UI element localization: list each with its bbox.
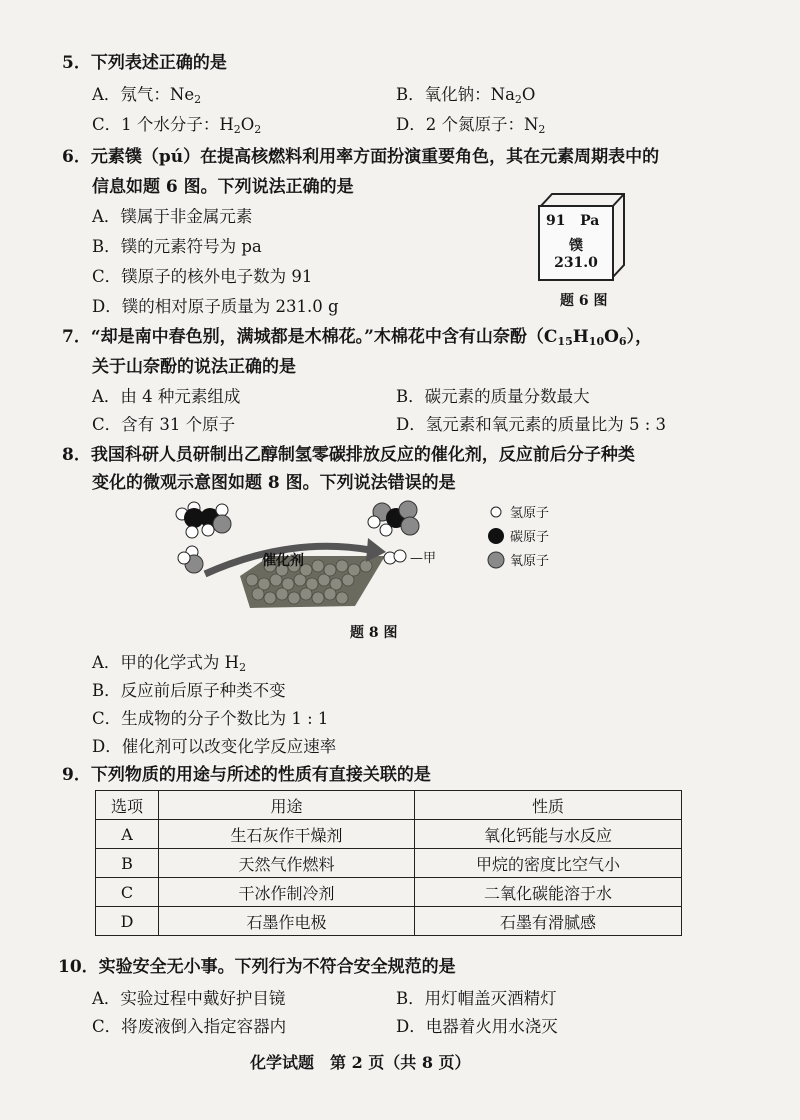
q7-stem-end: ）， [626, 327, 653, 347]
q5-b-text2: O [521, 85, 536, 104]
cell-option: B [96, 849, 159, 878]
catalyst-label: 催化剂 [262, 553, 304, 569]
q9-table [95, 790, 682, 936]
q7-option-c: C．含有 31 个原子 [92, 415, 236, 434]
ethanol-molecule [176, 502, 231, 538]
q6-stem-line2: 信息如题 6 图。下列说法正确的是 [92, 177, 354, 197]
legend-hydrogen: 氢原子 [510, 506, 550, 521]
header-use: 用途 [159, 791, 415, 820]
q6-stem-line1: 6．元素镤（pú）在提高核燃料利用率方面扮演重要角色，其在元素周期表中的 [62, 147, 660, 167]
q5-c-sub2: 2 [254, 123, 262, 136]
q10-option-d: D．电器着火用水浇灭 [396, 1017, 558, 1036]
jia-label: —甲 [410, 551, 437, 566]
element-symbol: Pa [580, 213, 600, 229]
q8-a-sub: 2 [239, 661, 247, 674]
element-name: 镤 [569, 238, 583, 254]
q5-d-sub: 2 [538, 123, 546, 136]
cell-property: 氧化钙能与水反应 [415, 820, 682, 849]
q5-b-text: B．氧化钠：Na [396, 85, 515, 104]
reaction-diagram [170, 496, 640, 626]
element-number-symbol [546, 213, 599, 229]
q7-option-a: A．由 4 种元素组成 [92, 387, 241, 406]
q6-option-b: B．镤的元素符号为 pa [92, 237, 262, 256]
cell-use: 干冰作制冷剂 [159, 878, 415, 907]
page-footer: 化学试题 第 2 页（共 8 页） [250, 1053, 471, 1072]
q8-option-c: C．生成物的分子个数比为 1 : 1 [92, 709, 329, 728]
q6-option-c: C．镤原子的核外电子数为 91 [92, 267, 313, 286]
cell-use: 石墨作电极 [159, 907, 415, 936]
q5-a-text: A．氖气：Ne [92, 85, 195, 104]
q8-option-a [92, 650, 246, 681]
q7-sub-h: 10 [588, 335, 605, 348]
q5-option-d [396, 112, 545, 143]
product-molecule [368, 501, 419, 536]
atom-legend [488, 506, 549, 569]
legend-carbon: 碳原子 [510, 530, 550, 545]
water-molecule [178, 546, 203, 573]
cell-property: 甲烷的密度比空气小 [415, 849, 682, 878]
header-property: 性质 [415, 791, 682, 820]
q8-option-d: D．催化剂可以改变化学反应速率 [92, 737, 337, 756]
q5-option-b [396, 82, 535, 113]
q5-option-a [92, 82, 201, 113]
q5-a-sub: 2 [194, 93, 202, 106]
q7-option-d: D．氢元素和氧元素的质量比为 5 : 3 [396, 415, 667, 434]
cell-use: 天然气作燃料 [159, 849, 415, 878]
q5-c-text: C．1 个水分子：H [92, 115, 234, 134]
cell-option: C [96, 878, 159, 907]
q9-stem: 9．下列物质的用途与所述的性质有直接关联的是 [62, 765, 431, 785]
product-jia-molecule [384, 550, 406, 564]
q7-sub-c: 15 [557, 335, 573, 348]
q10-stem: 10．实验安全无小事。下列行为不符合安全规范的是 [58, 957, 456, 977]
table-row [96, 820, 682, 849]
q10-option-a: A．实验过程中戴好护目镜 [92, 989, 286, 1008]
q6-option-a: A．镤属于非金属元素 [92, 207, 253, 226]
q7-stem-text: 7．“却是南中春色别，满城都是木棉花。”木棉花中含有山奈酚（C [62, 327, 558, 347]
periodic-element-card [538, 205, 614, 281]
q8-stem-line2: 变化的微观示意图如题 8 图。下列说法错误的是 [92, 473, 456, 493]
q7-stem-line2: 关于山奈酚的说法正确的是 [92, 357, 296, 377]
table-row [96, 849, 682, 878]
cell-property: 二氧化碳能溶于水 [415, 878, 682, 907]
q6-figure-caption: 题 6 图 [560, 293, 608, 309]
q5-c-sub1: 2 [233, 123, 241, 136]
table-row [96, 878, 682, 907]
cell-option: A [96, 820, 159, 849]
q8-stem-line1: 8．我国科研人员研制出乙醇制氢零碳排放反应的催化剂，反应前后分子种类 [62, 445, 635, 465]
header-option: 选项 [96, 791, 159, 820]
q6-option-d: D．镤的相对原子质量为 231.0 g [92, 297, 339, 316]
q7-formula-h: H [572, 327, 589, 347]
q7-option-b: B．碳元素的质量分数最大 [396, 387, 590, 406]
element-atomic-number: 91 [546, 213, 566, 229]
q8-figure-caption: 题 8 图 [350, 625, 398, 641]
q5-stem: 5．下列表述正确的是 [62, 53, 227, 73]
q7-stem-line1 [62, 324, 652, 355]
q10-option-c: C．将废液倒入指定容器内 [92, 1017, 287, 1036]
cell-use: 生石灰作干燥剂 [159, 820, 415, 849]
q8-a-text: A．甲的化学式为 H [92, 653, 240, 672]
q5-b-sub: 2 [514, 93, 522, 106]
table-row [96, 907, 682, 936]
q10-option-b: B．用灯帽盖灭酒精灯 [396, 989, 557, 1008]
q7-sub-o: 6 [618, 335, 627, 348]
legend-oxygen: 氧原子 [510, 554, 550, 569]
q7-formula-o: O [604, 327, 619, 347]
cell-option: D [96, 907, 159, 936]
element-mass: 231.0 [554, 255, 598, 271]
table-header-row [96, 791, 682, 820]
q5-c-text2: O [240, 115, 255, 134]
q8-option-b: B．反应前后原子种类不变 [92, 681, 286, 700]
cell-property: 石墨有滑腻感 [415, 907, 682, 936]
q5-d-text: D．2 个氮原子：N [396, 115, 539, 134]
q5-option-c [92, 112, 261, 143]
